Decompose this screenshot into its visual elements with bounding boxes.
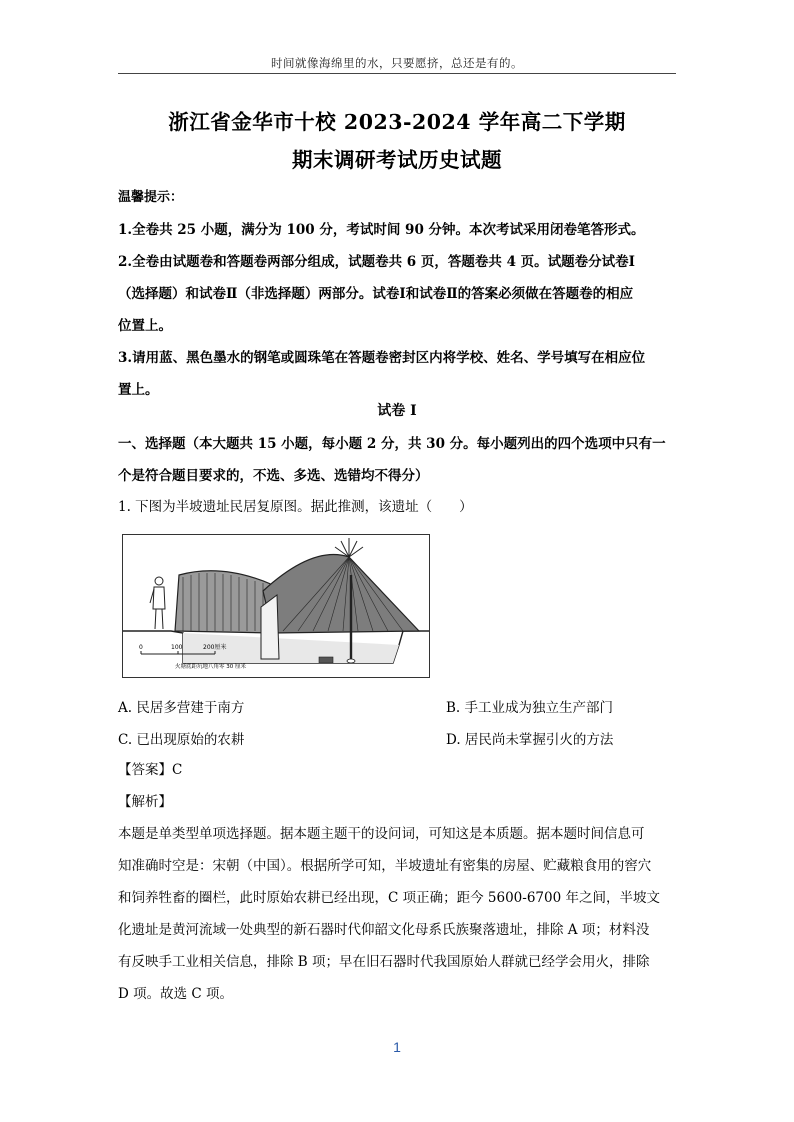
analysis-line-1: 本题是单类型单项选择题。据本题主题干的设问词，可知这是本质题。据本题时间信息可 [118,826,645,842]
section-heading-line2: 个是符合题目要求的，不选、多选、选错均不得分） [118,468,429,484]
section-heading [118,428,674,492]
answer-line: 【答案】C [118,762,183,778]
tip-item-2-line2: （选择题）和试卷Ⅱ（非选择题）两部分。试卷Ⅰ和试卷Ⅱ的答案必须做在答题卷的相应 [118,286,634,302]
analysis-line-2: 知准确时空是：宋朝（中国）。根据所学可知，半坡遗址有密集的房屋、贮藏粮食用的窖穴 [118,858,652,874]
section-heading-line1: 一、选择题（本大题共 15 小题，每小题 2 分，共 30 分。每小题列出的四个选项中只有一 [118,436,666,452]
scale-label-100: 100 [171,644,183,651]
tip-item-2-line3: 位置上。 [118,318,172,334]
analysis-line-6: D 项。故选 C 项。 [118,986,234,1002]
tips-block [118,182,674,406]
page-number: 1 [393,1039,401,1055]
page-header-motto: 时间就像海绵里的水，只要愿挤，总还是有的。 [271,56,523,70]
tips-label: 温馨提示： [118,190,184,205]
document-title-line2: 期末调研考试历史试题 [292,148,502,172]
tip-item-3-line1: 3.请用蓝、黑色墨水的钢笔或圆珠笔在答题卷密封区内将学校、姓名、学号填写在相应位 [118,350,646,366]
analysis-line-4: 化遗址是黄河流域一处典型的新石器时代仰韶文化母系氏族聚落遗址，排除 A 项；材料没 [118,922,650,938]
tip-item-2-line1: 2.全卷由试题卷和答题卷两部分组成，试题卷共 6 页，答题卷共 4 页。试题卷分试卷Ⅰ [118,254,635,270]
option-a: A. 民居多营建于南方 [118,700,245,716]
tip-item-1: 1.全卷共 25 小题，满分为 100 分，考试时间 90 分钟。本次考试采用闭卷笔答形式。 [118,222,645,238]
dwelling-drawing [123,535,429,677]
tip-item-3-line2: 置上。 [118,382,159,398]
figure-caption: 火塘底距坑地八角零 30 厘米 [175,664,246,670]
analysis-line-3: 和饲养牲畜的圈栏，此时原始农耕已经出现，C 项正确；距今 5600-6700 年之间，半坡文 [118,890,660,906]
analysis-label: 【解析】 [118,794,172,810]
answer-block [118,754,674,1010]
scale-label-200: 200厘米 [203,644,227,651]
option-c: C. 已出现原始的农耕 [118,732,245,748]
option-b: B. 手工业成为独立生产部门 [446,700,614,716]
banpo-dwelling-illustration [122,534,430,678]
document-title-line1: 浙江省金华市十校 2023-2024 学年高二下学期 [168,110,626,134]
header-divider [118,73,676,74]
scale-label-0: 0 [139,644,143,651]
section-title: 试卷 I [377,403,417,419]
question-1-stem: 1. 下图为半坡遗址民居复原图。据此推测，该遗址（ ） [118,499,473,515]
option-d: D. 居民尚未掌握引火的方法 [446,732,614,748]
analysis-line-5: 有反映手工业相关信息，排除 B 项；早在旧石器时代我国原始人群就已经学会用火，排除 [118,954,650,970]
